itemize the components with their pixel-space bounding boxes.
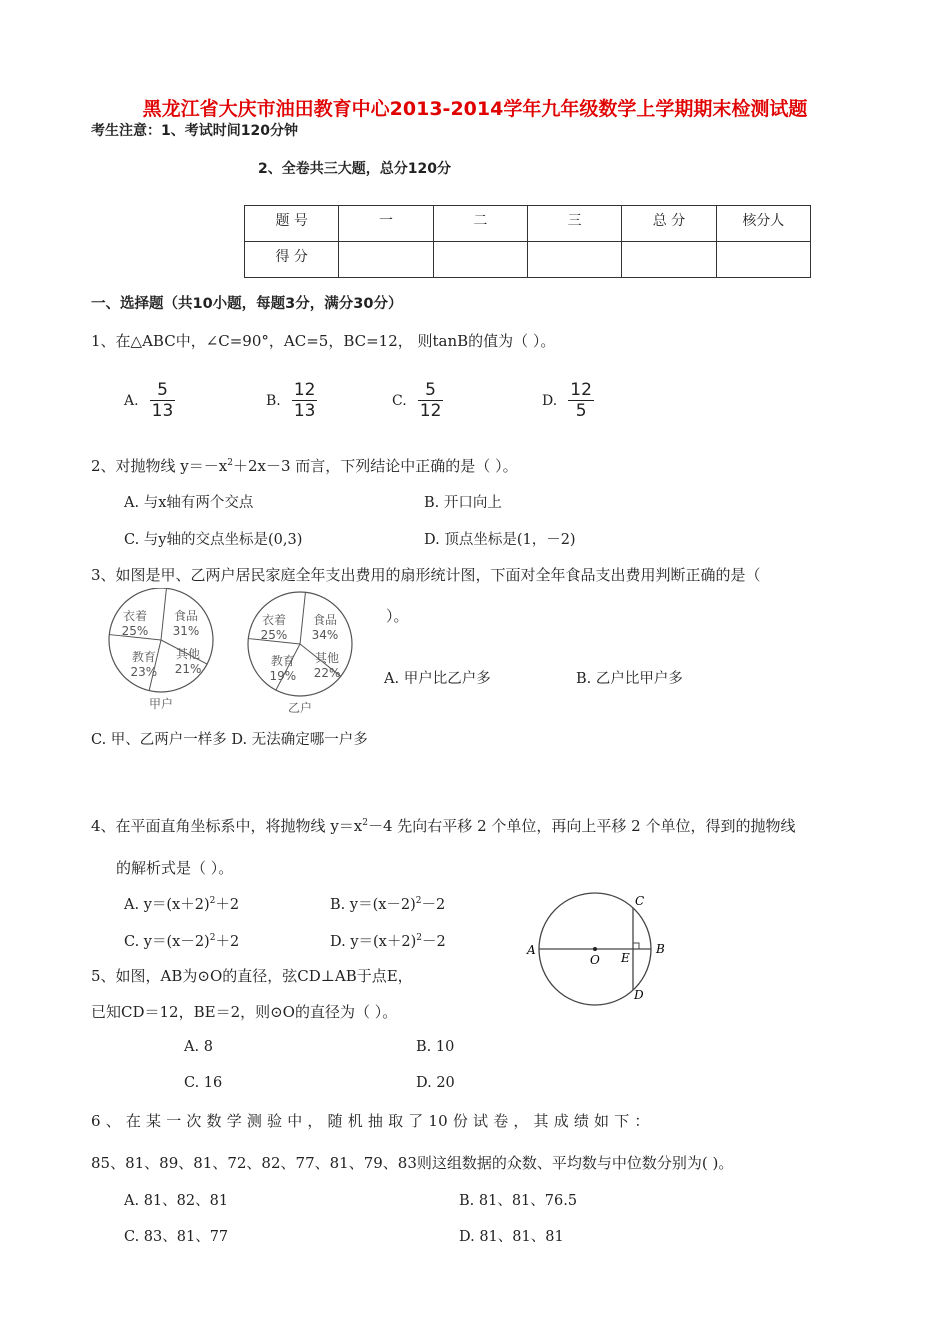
fraction-denominator: 12 (419, 401, 442, 421)
pie-slice-label: 衣着 (261, 613, 287, 628)
pie-chart-yi (248, 592, 352, 715)
option-text: C. y＝(x－2) (124, 934, 210, 950)
pie-slice-label: 其他 (176, 647, 201, 662)
option-text: B. y＝(x－2) (330, 897, 416, 913)
q1-option-c (392, 380, 443, 421)
q2-option-d: D. 顶点坐标是(1，－2) (424, 532, 576, 548)
superscript: 2 (416, 933, 422, 944)
score-cell (527, 242, 621, 278)
pie-slice-value: 31% (172, 624, 200, 639)
pie-slice-label: 教育 (270, 653, 295, 668)
label-c: C (635, 894, 645, 908)
score-table (244, 205, 811, 278)
section-heading: 一、选择题（共10小题，每题3分，满分30分） (91, 296, 403, 312)
fraction-denominator: 13 (151, 401, 174, 421)
q6-option-c: C. 83、81、77 (124, 1229, 229, 1245)
score-row-label: 得 分 (245, 242, 339, 278)
q2-option-b: B. 开口向上 (424, 495, 502, 511)
score-header-cell: 三 (527, 206, 621, 242)
option-text: －2 (421, 934, 446, 950)
q4-stem-part: －4 先向右平移 2 个单位，再向上平移 2 个单位，得到的抛物线 (367, 817, 796, 835)
score-cell (339, 242, 433, 278)
option-text: D. y＝(x＋2) (330, 934, 417, 950)
q6-stem-1: 6 、 在 某 一 次 数 学 测 验 中 ， 随 机 抽 取 了 10 份 试 卷 ， 其 成 绩 如 下 ： (91, 1112, 650, 1130)
pie-slice-edge (161, 588, 166, 640)
circle-figure (520, 888, 675, 1013)
score-header-cell: 题 号 (245, 206, 339, 242)
superscript: 2 (362, 818, 368, 828)
q1-option-d (542, 380, 594, 421)
option-text: A. y＝(x＋2) (124, 897, 210, 913)
label-e: E (621, 951, 630, 965)
q2-stem-part: ＋2x－3 而言，下列结论中正确的是（ ）。 (232, 457, 518, 475)
option-label: B. (266, 392, 281, 409)
q4-stem (91, 815, 795, 836)
q4-option-b (330, 893, 445, 914)
superscript: 2 (227, 458, 233, 468)
option-label: D. (542, 392, 558, 409)
fraction-numerator: 5 (150, 380, 176, 401)
q6-stem-2: 85、81、89、81、72、82、77、81、79、83则这组数据的众数、平均数与中位数分别为( )。 (91, 1154, 734, 1172)
score-cell (433, 242, 527, 278)
option-text: －2 (421, 897, 446, 913)
note-line-1: 考生注意：1、考试时间120分钟 (91, 123, 298, 139)
pie-slice-label: 教育 (131, 649, 156, 664)
q5-option-d: D. 20 (416, 1075, 455, 1091)
pie-chart-jia (109, 588, 213, 711)
q6-option-b: B. 81、81、76.5 (459, 1193, 578, 1209)
superscript: 2 (415, 896, 422, 907)
fraction-numerator: 12 (293, 380, 316, 400)
score-cell (716, 242, 810, 278)
score-header-cell: 二 (433, 206, 527, 242)
label-b: B (656, 942, 665, 956)
score-header-cell: 总 分 (622, 206, 716, 242)
fraction-denominator: 5 (575, 401, 587, 421)
q3-stem: 3、如图是甲、乙两户居民家庭全年支出费用的扇形统计图，下面对全年食品支出费用判断正确的是（ (91, 566, 761, 584)
q4-option-c (124, 930, 239, 951)
pie-slice-value: 19% (269, 668, 297, 683)
pie-slice-label: 食品 (312, 613, 337, 628)
label-o: O (590, 953, 600, 967)
fraction-numerator: 5 (418, 380, 444, 401)
q4-stem-2: 的解析式是（ ）。 (116, 859, 234, 877)
q4-stem-part: 4、在平面直角坐标系中，将抛物线 y＝x (91, 817, 363, 835)
fraction-denominator: 13 (293, 401, 316, 421)
q5-option-b: B. 10 (416, 1039, 455, 1055)
q2-stem-part: 2、对抛物线 y＝－x (91, 457, 228, 475)
pie-slice-value: 22% (313, 666, 341, 681)
q5-option-a: A. 8 (184, 1039, 213, 1055)
score-header-cell: 核分人 (716, 206, 810, 242)
q1-stem: 1、在△ABC中，∠C=90°，AC=5，BC=12， 则tanB的值为（ ）。 (91, 332, 556, 350)
q3-option-a: A. 甲户比乙户多 (384, 671, 491, 687)
pie-title: 甲户 (148, 697, 174, 711)
q2-stem (91, 455, 518, 476)
pie-charts (100, 588, 360, 723)
q2-option-c: C. 与y轴的交点坐标是(0,3) (124, 532, 303, 548)
option-text: ＋2 (215, 934, 240, 950)
q5-option-c: C. 16 (184, 1075, 223, 1091)
q5-stem-2: 已知CD＝12，BE＝2，则⊙O的直径为（ ）。 (91, 1003, 398, 1021)
pie-slice-edge (300, 592, 305, 644)
pie-slice-value: 21% (174, 662, 202, 677)
pie-slice-value: 34% (311, 628, 339, 643)
q3-stem-end: ）。 (386, 607, 409, 625)
fraction-numerator: 12 (570, 380, 592, 400)
option-label: A. (124, 392, 139, 409)
option-text: ＋2 (215, 897, 240, 913)
q5-stem-1: 5、如图，AB为⊙O的直径，弦CD⊥AB于点E， (91, 967, 413, 985)
label-a: A (527, 943, 536, 957)
pie-slice-value: 25% (260, 628, 288, 643)
pie-slice-label: 其他 (315, 651, 340, 666)
right-angle-mark (633, 943, 639, 949)
q1-option-b (266, 380, 317, 421)
note-line-2: 2、全卷共三大题，总分120分 (258, 161, 451, 177)
pie-slice-label: 食品 (173, 609, 198, 624)
label-d: D (634, 988, 644, 1002)
pie-slice-value: 25% (121, 624, 149, 639)
q2-option-a: A. 与x轴有两个交点 (124, 495, 254, 511)
q4-option-a (124, 893, 239, 914)
pie-title: 乙户 (287, 701, 313, 715)
option-label: C. (392, 392, 407, 409)
page-title: 黑龙江省大庆市油田教育中心2013-2014学年九年级数学上学期期末检测试题 (142, 98, 808, 120)
score-cell (622, 242, 716, 278)
q1-option-a (124, 380, 175, 421)
score-header-cell: 一 (339, 206, 433, 242)
center-point (593, 947, 597, 951)
q6-option-d: D. 81、81、81 (459, 1229, 564, 1245)
superscript: 2 (209, 896, 216, 907)
q4-option-d (330, 930, 446, 951)
superscript: 2 (209, 933, 216, 944)
pie-slice-label: 衣着 (122, 609, 148, 624)
q6-option-a: A. 81、82、81 (124, 1193, 229, 1209)
q3-option-b: B. 乙户比甲户多 (576, 671, 683, 687)
q3-option-cd: C. 甲、乙两户一样多 D. 无法确定哪一户多 (91, 732, 368, 748)
pie-slice-value: 23% (130, 664, 158, 679)
